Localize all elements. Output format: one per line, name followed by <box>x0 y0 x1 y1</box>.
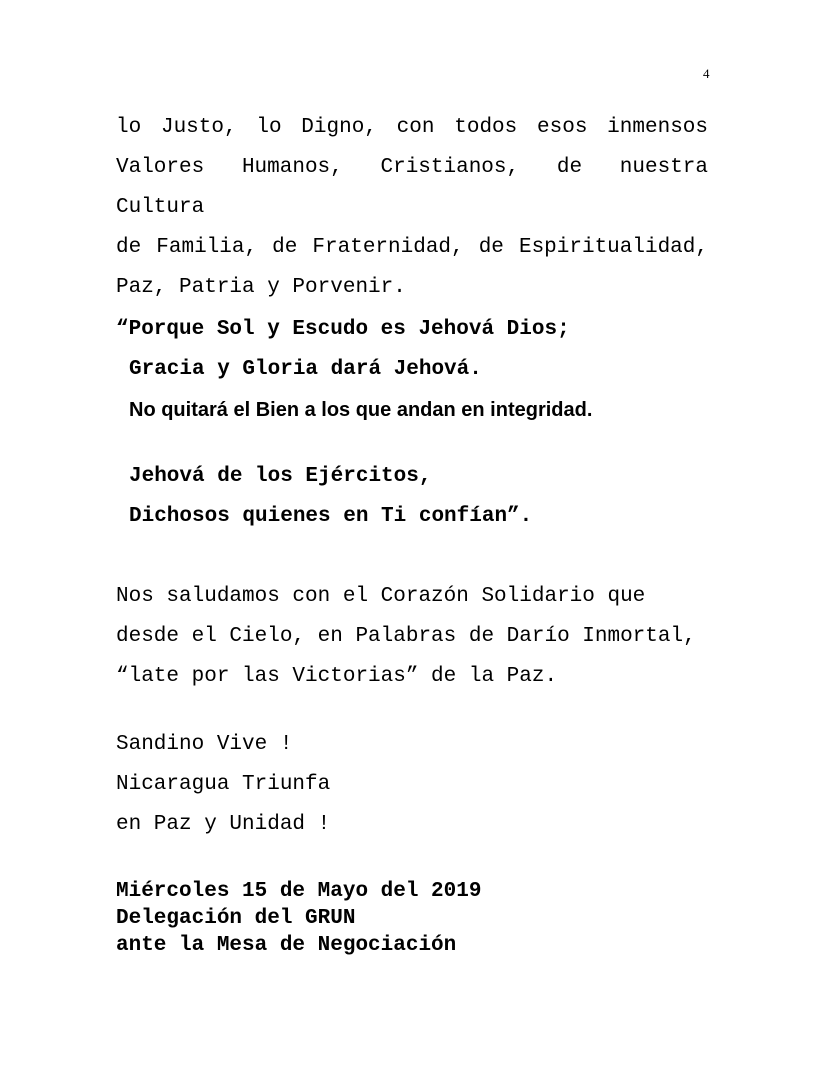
verse-line: Dichosos quienes en Ti confían”. <box>129 505 533 528</box>
signature-block <box>116 878 481 959</box>
slogan-line: Nicaragua Triunfa <box>116 773 331 796</box>
text-line: lo Justo, lo Digno, con todos esos inmensos <box>116 116 708 139</box>
verse-line: No quitará el Bien a los que andan en integridad. <box>129 399 593 421</box>
slogan-line: Sandino Vive ! <box>116 733 293 756</box>
text-line: Nos saludamos con el Corazón Solidario que <box>116 585 646 608</box>
scripture-verse-1 <box>116 310 592 430</box>
scripture-verse-2 <box>116 457 532 537</box>
paragraph-values <box>116 108 716 308</box>
text-line: desde el Cielo, en Palabras de Darío Inmortal, <box>116 625 696 648</box>
slogan-line: en Paz y Unidad ! <box>116 813 331 836</box>
signature-delegation: Delegación del GRUN <box>116 907 356 930</box>
paragraph-greeting <box>116 577 716 697</box>
closing-slogans <box>116 725 716 845</box>
signature-date: Miércoles 15 de Mayo del 2019 <box>116 880 482 903</box>
text-line: “late por las Victorias” de la Paz. <box>116 665 558 688</box>
page-number: 4 <box>703 66 710 81</box>
verse-line: Jehová de los Ejércitos, <box>129 465 432 488</box>
text-line: Paz, Patria y Porvenir. <box>116 276 406 299</box>
verse-line: Gracia y Gloria dará Jehová. <box>129 358 482 381</box>
signature-table: ante la Mesa de Negociación <box>116 934 457 957</box>
verse-line: “Porque Sol y Escudo es Jehová Dios; <box>116 318 570 341</box>
text-line: de Familia, de Fraternidad, de Espiritualidad, <box>116 236 708 259</box>
text-line: Valores Humanos, Cristianos, de nuestra Cultura <box>116 156 708 219</box>
